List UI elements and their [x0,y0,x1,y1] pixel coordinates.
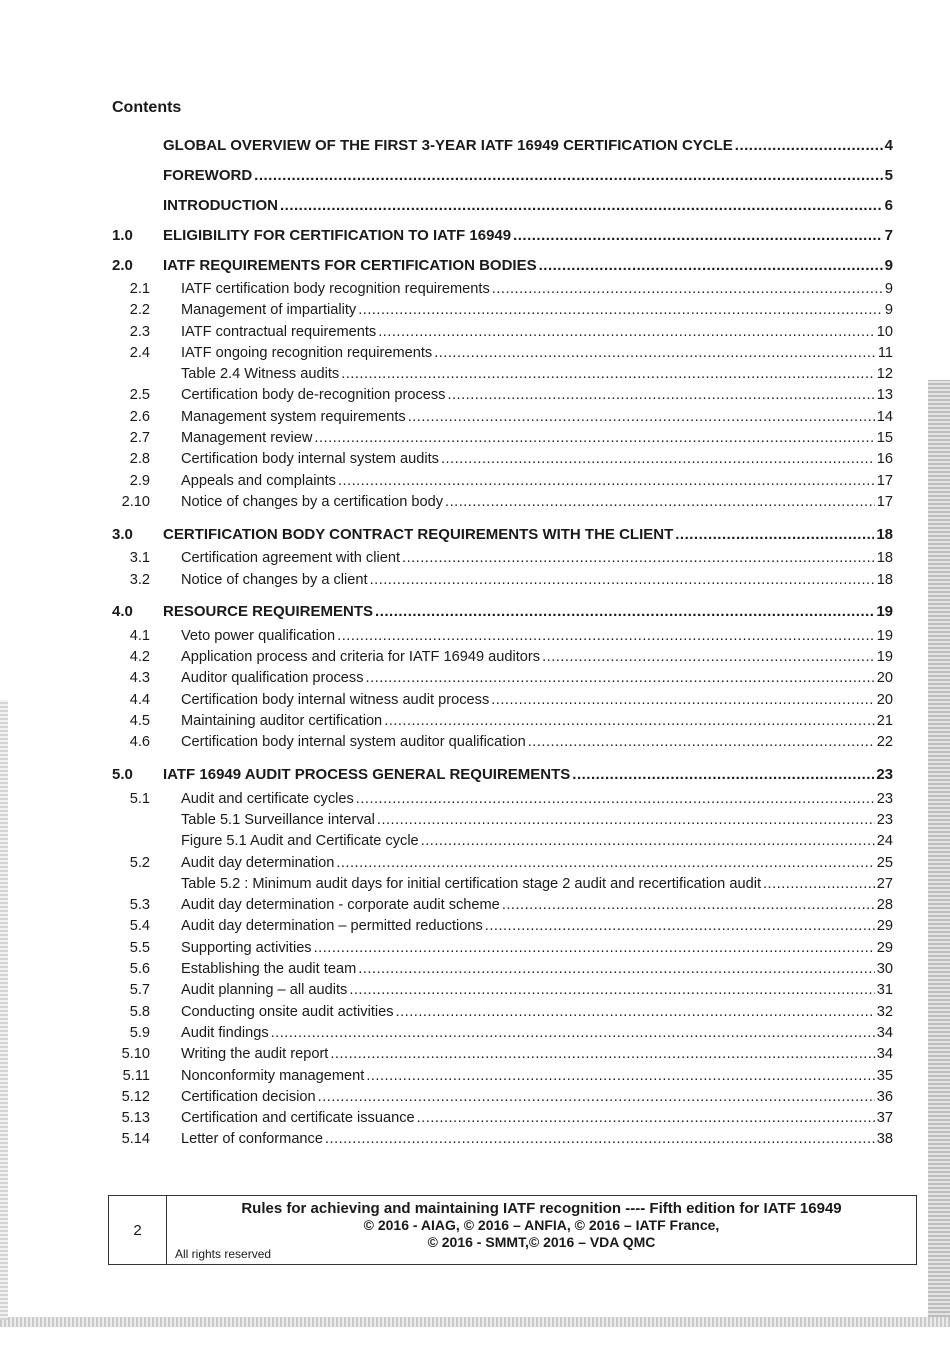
toc-entry-number: 2.7 [129,430,150,447]
scan-edge-left [0,700,8,1320]
toc-entry-title: Application process and criteria for IATF 16949 auditors [181,649,541,666]
toc-entry-title: CERTIFICATION BODY CONTRACT REQUIREMENTS WITH THE CLIENT [163,525,674,543]
toc-entry-page: 18 [876,525,893,543]
toc-dot-leader [485,918,875,934]
toc-subsection-entry[interactable] [112,1046,893,1067]
toc-subsection-entry[interactable] [112,940,893,961]
toc-entry-page: 30 [876,961,893,978]
toc-subsection-entry[interactable] [112,281,893,302]
toc-dot-leader [384,713,875,729]
toc-entry-page: 29 [876,939,893,956]
footer-rights-reserved: All rights reserved [175,1247,272,1261]
toc-entry-page: 24 [876,833,893,850]
page-footer [108,1195,917,1265]
toc-section-entry[interactable] [112,160,893,190]
toc-subsection-entry[interactable] [112,1025,893,1046]
toc-entry-title: Nonconformity management [181,1067,365,1084]
toc-section-entry[interactable] [112,190,893,220]
toc-entry-number: 2.2 [129,302,150,319]
toc-entry-title: ELIGIBILITY FOR CERTIFICATION TO IATF 16949 [163,226,512,244]
toc-entry-page: 17 [876,472,893,489]
toc-subsection-entry[interactable] [112,1004,893,1025]
toc-subsection-entry[interactable] [112,982,893,1003]
toc-entry-title: Audit day determination [181,854,335,871]
toc-subsection-entry[interactable] [112,451,893,472]
toc-entry-page: 25 [876,854,893,871]
toc-dot-leader [539,257,883,274]
toc-dot-leader [341,366,875,382]
toc-dot-leader [366,670,875,686]
toc-entry-number: 5.6 [129,961,150,978]
toc-entry-title: IATF ongoing recognition requirements [181,344,433,361]
toc-entry-number: 4.1 [129,627,150,644]
toc-entry-page: 18 [876,550,893,567]
toc-entry-number: 4.5 [129,713,150,730]
toc-dot-leader [325,1131,875,1147]
toc-entry-title: IATF certification body recognition requirements [181,281,490,297]
toc-entry-title: Veto power qualification [181,627,336,644]
toc-subsection-entry[interactable] [112,649,893,670]
toc-entry-page: 17 [876,493,893,510]
scan-edge-right [928,380,950,1325]
toc-dot-leader [366,1068,874,1084]
toc-entry-title: Audit day determination - corporate audit scheme [181,897,500,914]
toc-entry-number: 4.2 [129,649,150,666]
toc-subsection-entry[interactable] [112,1089,893,1110]
toc-dot-leader [370,572,875,588]
toc-subsection-entry[interactable] [112,1068,893,1089]
toc-entry-title: Conducting onsite audit activities [181,1003,394,1020]
toc-entry-title: Supporting activities [181,939,312,956]
toc-entry-title: GLOBAL OVERVIEW OF THE FIRST 3-YEAR IATF 16949 CERTIFICATION CYCLE [163,136,733,154]
footer-copyright [167,1196,916,1264]
toc-entry-page: 19 [876,627,893,644]
toc-section-entry[interactable] [112,130,893,160]
toc-entry-title: Table 5.1 Surveillance interval [181,811,375,828]
toc-dot-leader [358,961,875,977]
toc-entry-title: Table 5.2 : Minimum audit days for initial certification stage 2 audit and recertification audit [181,875,761,892]
toc-entry-page: 32 [876,1003,893,1020]
toc-entry-page: 11 [877,344,893,361]
toc-entry-title: Certification decision [181,1088,316,1105]
toc-entry-number: 1.0 [112,226,133,244]
toc-entry-page: 36 [876,1088,893,1105]
toc-subsection-entry[interactable] [112,324,893,345]
toc-dot-leader [502,897,875,913]
footer-document-title: Rules for achieving and maintaining IATF recognition ---- Fifth edition for IATF 16949 [241,1200,842,1217]
toc-subsection-entry[interactable] [112,1131,893,1152]
toc-entry-title: Audit day determination – permitted reductions [181,918,483,935]
toc-entry-page: 31 [876,982,893,999]
toc-dot-leader [763,876,875,892]
contents-heading: Contents [112,99,182,116]
toc-dot-leader [338,473,875,489]
toc-entry-page: 18 [876,571,893,588]
toc-entry-number: 2.4 [129,344,150,361]
toc-dot-leader [318,1089,875,1105]
toc-entry-page: 15 [876,430,893,447]
toc-subsection-entry[interactable] [112,897,893,918]
toc-dot-leader [337,628,875,644]
toc-subsection-entry[interactable] [112,791,893,812]
toc-entry-number: 5.10 [121,1046,150,1063]
toc-entry-page: 28 [876,897,893,914]
toc-entry-number: 2.5 [129,387,150,404]
toc-section-entry[interactable] [112,519,893,549]
toc-entry-number: 5.2 [129,854,150,871]
toc-dot-leader [402,550,875,566]
toc-subsection-entry[interactable] [112,961,893,982]
toc-entry-title: Establishing the audit team [181,961,357,978]
toc-entry-title: Table 2.4 Witness audits [181,366,340,383]
table-of-contents [112,130,893,1153]
toc-dot-leader [356,791,875,807]
toc-entry-number: 5.12 [121,1088,150,1105]
toc-subsection-entry[interactable] [112,628,893,649]
toc-entry-number: 5.5 [129,939,150,956]
toc-entry-page: 22 [876,734,893,751]
toc-entry-title: Auditor qualification process [181,670,364,687]
toc-subsection-entry[interactable] [112,550,893,571]
toc-section-entry[interactable] [112,760,893,790]
toc-entry-page: 27 [876,875,893,892]
toc-entry-page: 5 [884,166,893,184]
toc-subsection-entry[interactable] [112,387,893,408]
toc-dot-leader [349,982,874,998]
toc-dot-leader [441,451,875,467]
toc-subsection-entry[interactable] [112,734,893,755]
toc-subsection-entry[interactable] [112,430,893,451]
toc-entry-page: 9 [884,302,893,319]
toc-entry-page: 13 [876,387,893,404]
toc-dot-leader [492,281,883,297]
toc-entry-page: 20 [876,691,893,708]
toc-dot-leader [408,409,875,425]
toc-dot-leader [528,734,875,750]
toc-entry-number: 5.11 [122,1067,150,1084]
toc-entry-number: 3.2 [129,571,150,588]
toc-entry-page: 34 [876,1024,893,1041]
toc-entry-title: RESOURCE REQUIREMENTS [163,603,374,621]
toc-subsection-entry[interactable] [112,366,893,387]
toc-entry-page: 23 [876,811,893,828]
toc-entry-page: 14 [876,408,893,425]
toc-entry-number: 5.8 [129,1003,150,1020]
toc-dot-leader [735,137,883,154]
toc-subsection-entry[interactable] [112,409,893,430]
toc-dot-leader [513,227,883,244]
toc-subsection-entry[interactable] [112,473,893,494]
footer-page-number: 2 [109,1196,167,1264]
toc-entry-page: 19 [876,603,893,621]
toc-entry-page: 7 [884,226,893,244]
toc-entry-title: Figure 5.1 Audit and Certificate cycle [181,833,419,850]
toc-entry-title: Certification body internal system audits [181,451,439,468]
toc-dot-leader [572,766,874,783]
toc-entry-title: Certification body internal witness audit process [181,691,490,708]
toc-entry-title: Certification agreement with client [181,550,401,567]
toc-entry-page: 38 [876,1131,893,1148]
toc-entry-number: 4.3 [129,670,150,687]
toc-entry-title: Letter of conformance [181,1131,323,1148]
toc-dot-leader [417,1110,875,1126]
toc-entry-number: 4.0 [112,603,133,621]
toc-dot-leader [254,167,882,184]
toc-entry-number: 2.0 [112,256,133,274]
toc-entry-title: Certification body internal system auditor qualification [181,734,526,751]
toc-entry-title: Certification and certificate issuance [181,1110,415,1127]
toc-entry-title: Management review [181,430,313,447]
toc-dot-leader [542,649,875,665]
toc-entry-page: 20 [876,670,893,687]
toc-dot-leader [434,345,876,361]
toc-entry-title: Management of impartiality [181,302,357,319]
toc-entry-page: 6 [884,196,893,214]
toc-subsection-entry[interactable] [112,494,893,515]
toc-entry-title: Certification body de-recognition process [181,387,446,404]
toc-entry-title: Notice of changes by a certification body [181,493,444,510]
toc-entry-number: 2.9 [129,472,150,489]
toc-entry-page: 9 [884,281,893,297]
toc-dot-leader [445,494,875,510]
toc-entry-number: 5.0 [112,766,133,784]
toc-entry-number: 3.1 [129,550,150,567]
toc-section-entry[interactable] [112,250,893,280]
toc-entry-number: 2.8 [129,451,150,468]
toc-entry-page: 12 [876,366,893,383]
toc-entry-title: INTRODUCTION [163,196,278,214]
toc-entry-page: 9 [884,256,893,274]
toc-dot-leader [271,1025,875,1041]
toc-entry-number: 2.6 [129,408,150,425]
toc-entry-title: Notice of changes by a client [181,571,368,588]
toc-subsection-entry[interactable] [112,1110,893,1131]
toc-entry-page: 23 [876,790,893,807]
toc-entry-number: 5.7 [129,982,150,999]
toc-entry-number: 5.9 [129,1024,150,1041]
scan-edge-bottom [0,1317,950,1327]
toc-section-entry[interactable] [112,597,893,627]
toc-entry-title: Audit findings [181,1024,269,1041]
toc-subsection-entry[interactable] [112,855,893,876]
toc-subsection-entry[interactable] [112,345,893,366]
toc-dot-leader [314,430,874,446]
toc-entry-number: 2.3 [129,323,150,340]
toc-entry-title: Management system requirements [181,408,406,425]
toc-dot-leader [491,692,875,708]
toc-section-entry[interactable] [112,220,893,250]
toc-dot-leader [421,833,875,849]
toc-entry-title: FOREWORD [163,166,253,184]
toc-entry-page: 35 [876,1067,893,1084]
toc-entry-page: 34 [876,1046,893,1063]
toc-subsection-entry[interactable] [112,302,893,323]
toc-dot-leader [377,812,875,828]
toc-dot-leader [396,1004,875,1020]
toc-entry-title: IATF contractual requirements [181,323,377,340]
toc-entry-title: Maintaining auditor certification [181,713,383,730]
toc-entry-page: 4 [884,136,893,154]
toc-entry-number: 5.1 [129,790,150,807]
toc-subsection-entry[interactable] [112,572,893,593]
toc-entry-page: 37 [876,1110,893,1127]
toc-entry-number: 3.0 [112,525,133,543]
toc-entry-number: 5.14 [121,1131,150,1148]
toc-subsection-entry[interactable] [112,918,893,939]
toc-dot-leader [336,855,874,871]
toc-entry-number: 4.6 [129,734,150,751]
toc-entry-title: Appeals and complaints [181,472,336,489]
toc-entry-page: 16 [876,451,893,468]
toc-entry-number: 2.10 [121,493,150,510]
footer-copyright-line-2: © 2016 - SMMT,© 2016 – VDA QMC [427,1234,656,1250]
toc-entry-page: 29 [876,918,893,935]
toc-entry-title: Audit and certificate cycles [181,790,354,807]
toc-subsection-entry[interactable] [112,833,893,854]
toc-entry-number: 5.4 [129,918,150,935]
toc-dot-leader [314,940,875,956]
toc-entry-title: Writing the audit report [181,1046,329,1063]
toc-dot-leader [378,324,875,340]
toc-dot-leader [675,526,874,543]
toc-subsection-entry[interactable] [112,812,893,833]
toc-entry-number: 4.4 [129,691,150,708]
toc-dot-leader [447,387,874,403]
toc-entry-number: 5.3 [129,897,150,914]
toc-entry-page: 21 [876,713,893,730]
toc-dot-leader [375,603,874,620]
toc-entry-title: Audit planning – all audits [181,982,348,999]
toc-entry-page: 19 [876,649,893,666]
toc-entry-number: 5.13 [121,1110,150,1127]
toc-subsection-entry[interactable] [112,670,893,691]
toc-dot-leader [280,197,883,214]
toc-entry-title: IATF 16949 AUDIT PROCESS GENERAL REQUIREMENTS [163,766,571,784]
toc-entry-page: 10 [876,323,893,340]
footer-copyright-line-1: © 2016 - AIAG, © 2016 – ANFIA, © 2016 – IATF France, [363,1217,720,1233]
toc-subsection-entry[interactable] [112,876,893,897]
toc-entry-number: 2.1 [129,281,150,297]
toc-dot-leader [358,302,883,318]
toc-entry-page: 23 [876,766,893,784]
toc-entry-title: IATF REQUIREMENTS FOR CERTIFICATION BODIES [163,256,537,274]
toc-subsection-entry[interactable] [112,713,893,734]
toc-dot-leader [330,1046,874,1062]
toc-subsection-entry[interactable] [112,692,893,713]
